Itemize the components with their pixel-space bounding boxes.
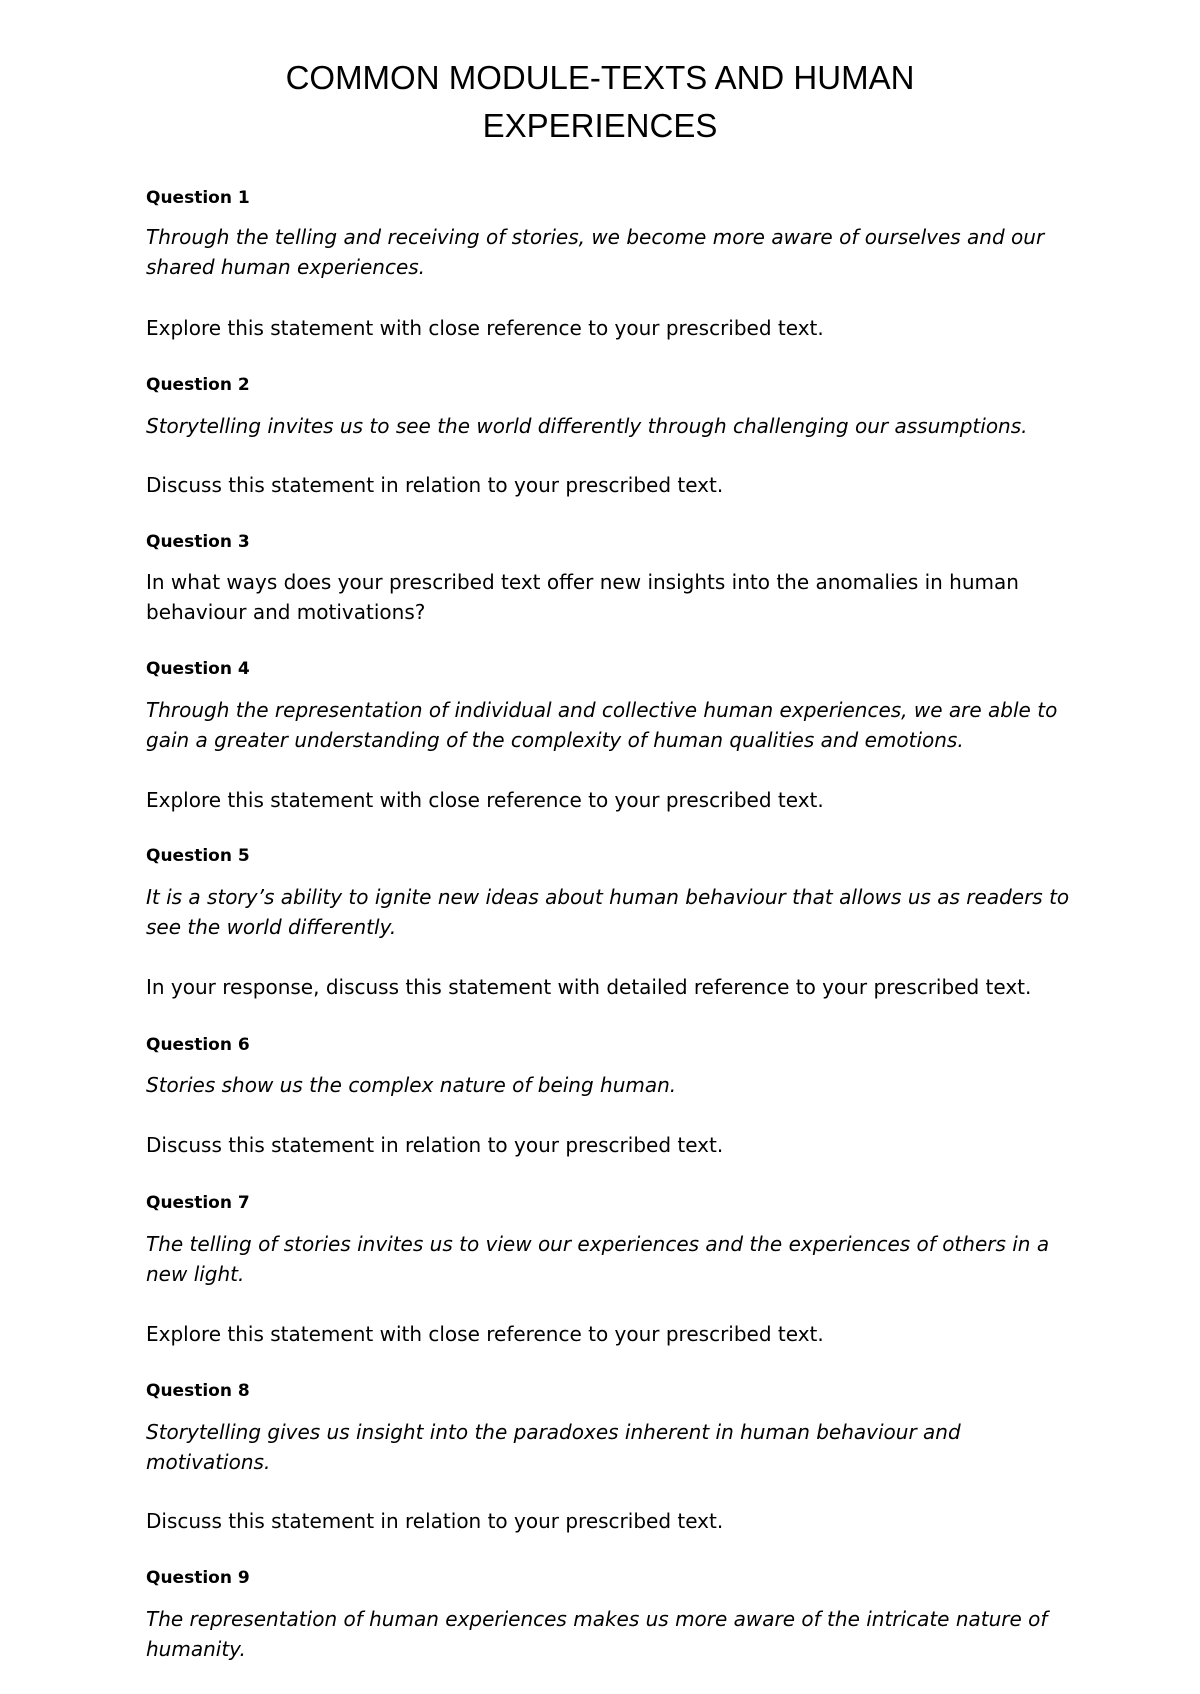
question-4-task: Explore this statement with close reference to your prescribed text. (146, 788, 824, 812)
question-8-label: Question 8 (146, 1381, 250, 1401)
question-7-statement: The telling of stories invites us to view our experiences and the experiences of others in a new light. (146, 1232, 1050, 1286)
question-6-task: Discuss this statement in relation to your prescribed text. (146, 1133, 724, 1157)
question-2-statement: Storytelling invites us to see the world differently through challenging our assumptions. (146, 414, 1028, 438)
question-1-label: Question 1 (146, 188, 250, 208)
question-5-task: In your response, discuss this statement with detailed reference to your prescribed text. (146, 975, 1032, 999)
question-7-label: Question 7 (146, 1193, 250, 1213)
question-5-label: Question 5 (146, 846, 250, 866)
question-2-task: Discuss this statement in relation to your prescribed text. (146, 473, 724, 497)
question-8-statement: Storytelling gives us insight into the paradoxes inherent in human behaviour and motivations. (146, 1420, 961, 1474)
question-5-statement: It is a story’s ability to ignite new ideas about human behaviour that allows us as readers to see the world differently. (146, 885, 1070, 939)
question-4-statement: Through the representation of individual and collective human experiences, we are able to gain a greater understanding of the complexity of human qualities and emotions. (146, 698, 1058, 752)
question-8-task: Discuss this statement in relation to your prescribed text. (146, 1509, 724, 1533)
question-3-label: Question 3 (146, 532, 250, 552)
title-line-1: COMMON MODULE-TEXTS AND HUMAN (285, 59, 915, 96)
question-4-label: Question 4 (146, 659, 250, 679)
question-2-label: Question 2 (146, 375, 250, 395)
document-title (0, 54, 1200, 150)
question-1-statement: Through the telling and receiving of stories, we become more aware of ourselves and our shared human experiences. (146, 225, 1045, 279)
question-1-task: Explore this statement with close reference to your prescribed text. (146, 316, 824, 340)
question-3-task: In what ways does your prescribed text offer new insights into the anomalies in human behaviour and motivations? (146, 570, 1019, 624)
question-9-label: Question 9 (146, 1568, 250, 1588)
question-6-label: Question 6 (146, 1035, 250, 1055)
question-6-statement: Stories show us the complex nature of being human. (146, 1073, 677, 1097)
title-line-2: EXPERIENCES (482, 107, 718, 144)
question-9-statement: The representation of human experiences makes us more aware of the intricate nature of humanity. (146, 1607, 1048, 1661)
question-7-task: Explore this statement with close reference to your prescribed text. (146, 1322, 824, 1346)
